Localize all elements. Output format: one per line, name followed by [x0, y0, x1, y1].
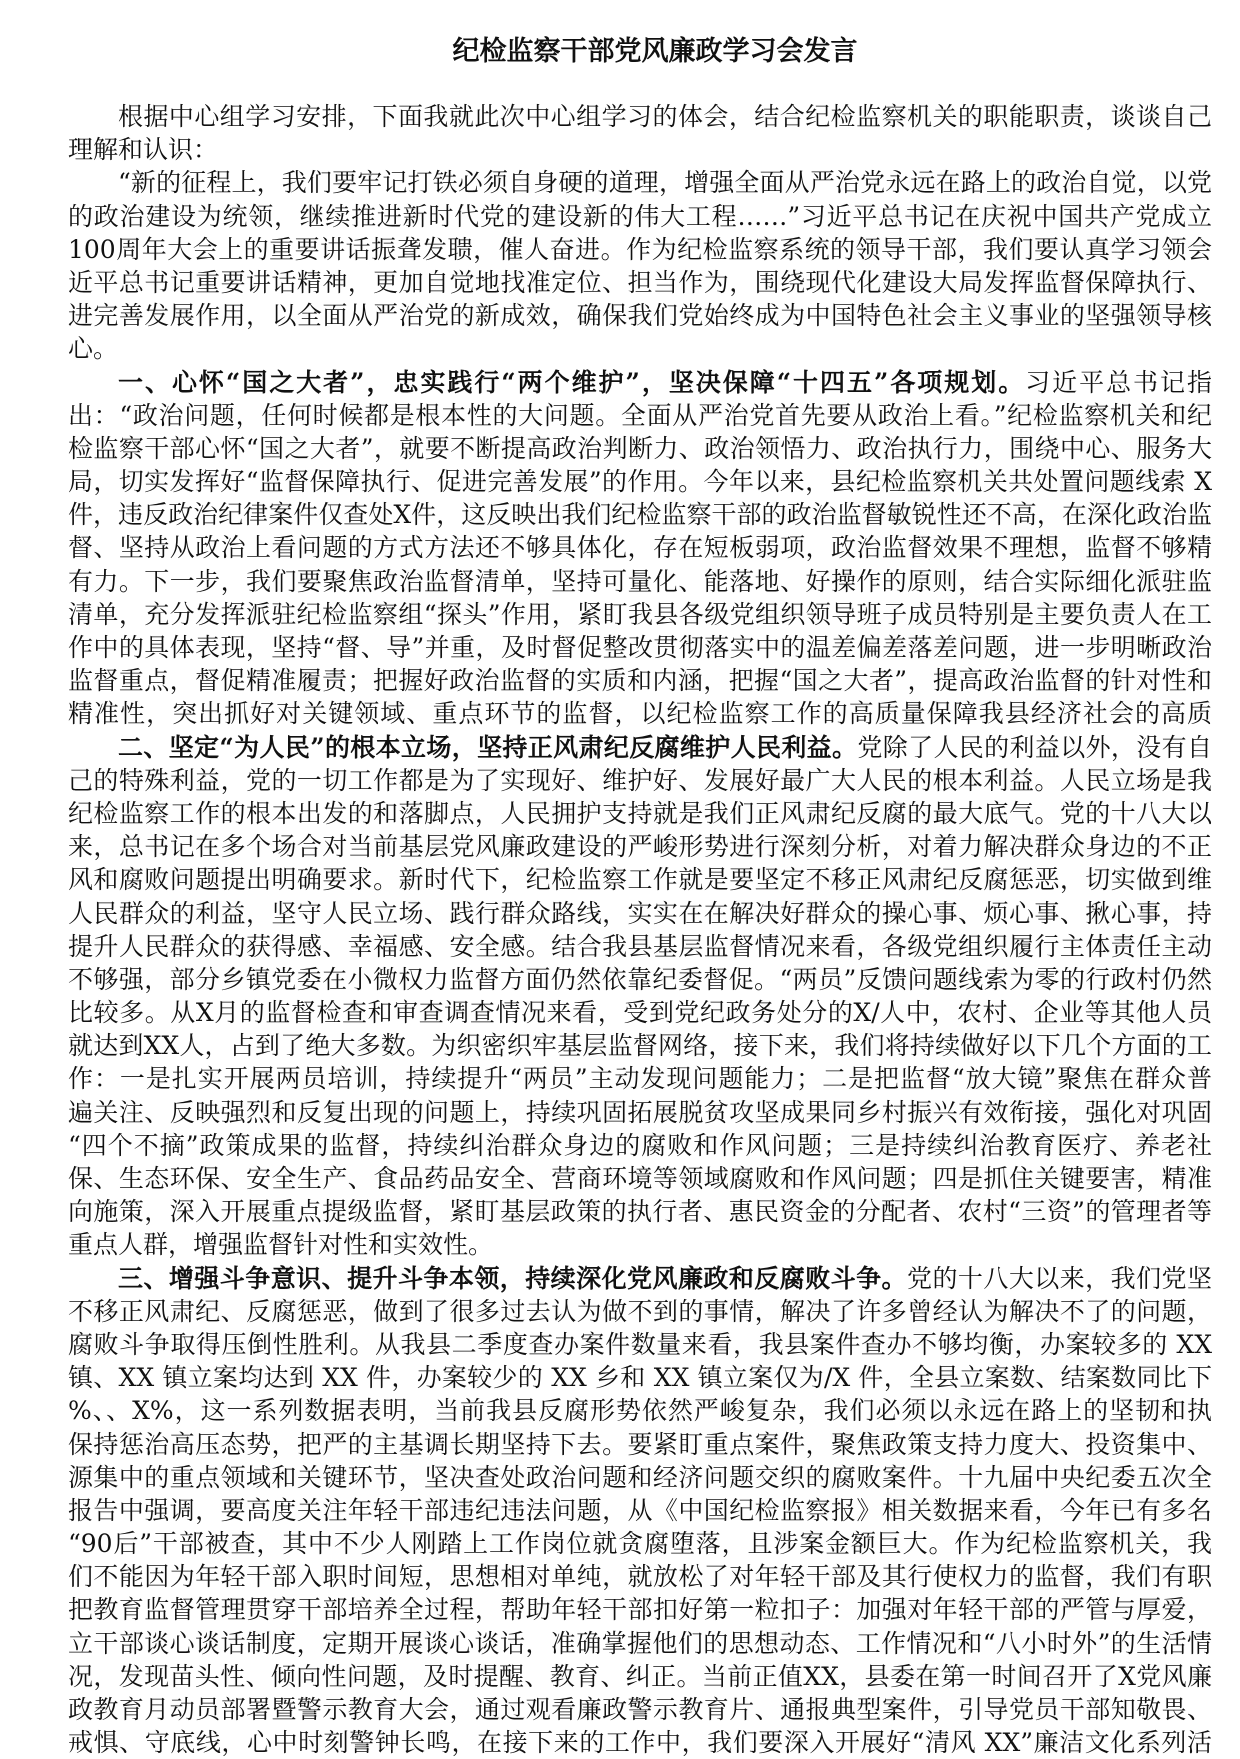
line-text: 精准性，突出抓好对关键领域、重点环节的监督，以纪检监察工作的高质量保障我县经济社会的高质 [68, 699, 1212, 729]
line-text: 源集中的重点领域和关键环节，坚决查处政治问题和经济问题交织的腐败案件。十九届中央纪委五次全 [68, 1462, 1212, 1492]
text-line [68, 1461, 1212, 1494]
text-line [68, 897, 1212, 930]
line-text: 来，总书记在多个场合对当前基层党风廉政建设的严峻形势进行深刻分析，对着力解决群众身边的不正 [68, 832, 1212, 862]
text-line [68, 200, 1212, 233]
paragraph [68, 1262, 1212, 1759]
section-heading: 三、增强斗争意识、提升斗争本领，持续深化党风廉政和反腐败斗争。 [118, 1263, 908, 1293]
line-text: “90后”干部被查，其中不少人刚踏上工作岗位就贪腐堕落，且涉案金额巨大。作为纪检监察机关，我 [68, 1529, 1212, 1559]
text-line [68, 498, 1212, 531]
section-heading: 一、心怀“国之大者”，忠实践行“两个维护”，坚决保障“十四五”各项规划。 [118, 367, 1026, 397]
text-line [68, 1428, 1212, 1461]
text-line [68, 863, 1212, 896]
text-line [68, 531, 1212, 564]
line-text: 有力。下一步，我们要聚焦政治监督清单，坚持可量化、能落地、好操作的原则，结合实际细化派驻监 [68, 566, 1212, 596]
line-text: 况，发现苗头性、倾向性问题，及时提醒、教育、纠正。当前正值XX，县委在第一时间召开了X党风廉 [68, 1661, 1212, 1691]
text-line [68, 1361, 1212, 1394]
text-line [68, 797, 1212, 830]
text-line [68, 332, 1212, 365]
text-line [68, 1262, 1212, 1295]
text-line [68, 1394, 1212, 1427]
paragraph [68, 100, 1212, 166]
line-text: 监督重点，督促精准履责；把握好政治监督的实质和内涵，把握“国之大者”，提高政治监督的针对性和 [68, 666, 1212, 696]
line-text: 镇、XX 镇立案均达到 XX 件，办案较少的 XX 乡和 XX 镇立案仅为/X 件，全县立案数、结案数同比下 [68, 1363, 1212, 1393]
text-line [68, 1527, 1212, 1560]
text-line [68, 299, 1212, 332]
paragraph [68, 366, 1212, 731]
line-text: 进完善发展作用，以全面从严治党的新成效，确保我们党始终成为中国特色社会主义事业的坚强领导核 [68, 301, 1212, 331]
line-text: 理解和认识： [68, 135, 219, 165]
line-text: 向施策，深入开展重点提级监督，紧盯基层政策的执行者、惠民资金的分配者、农村“三资”的管理者等 [68, 1197, 1212, 1227]
line-text: 重点人群，增强监督针对性和实效性。 [68, 1230, 494, 1260]
line-text: 立干部谈心谈话制度，定期开展谈心谈话，准确掌握他们的思想动态、工作情况和“八小时外”的生活情 [68, 1628, 1212, 1658]
text-line [68, 1726, 1212, 1759]
text-line [68, 1096, 1212, 1129]
line-text: 近平总书记重要讲话精神，更加自觉地找准定位、担当作为，围绕现代化建设大局发挥监督保障执行、 [68, 267, 1212, 297]
text-line [68, 1593, 1212, 1626]
paragraph [68, 731, 1212, 1262]
line-text: 风和腐败问题提出明确要求。新时代下，纪检监察工作就是要坚定不移正风肃纪反腐惩恶，切实做到维 [68, 865, 1212, 895]
text-line [68, 1129, 1212, 1162]
text-line [68, 1560, 1212, 1593]
line-text: 督、坚持从政治上看问题的方式方法还不够具体化，存在短板弱项，政治监督效果不理想，监督不够精 [68, 533, 1212, 563]
text-line [68, 697, 1212, 730]
text-line [68, 996, 1212, 1029]
text-line [68, 830, 1212, 863]
text-line [68, 1029, 1212, 1062]
text-line [68, 1195, 1212, 1228]
line-text: 人民群众的利益，坚守人民立场、践行群众路线，实实在在解决好群众的操心事、烦心事、揪心事，持 [68, 898, 1212, 928]
document-body [68, 100, 1212, 1759]
text-line [68, 1295, 1212, 1328]
line-text: 的政治建设为统领，继续推进新时代党的建设新的伟大工程……”习近平总书记在庆祝中国共产党成立 [68, 201, 1212, 231]
text-line [68, 963, 1212, 996]
line-text: 就达到XX人，占到了绝大多数。为织密织牢基层监督网络，接下来，我们将持续做好以下几个方面的工 [68, 1031, 1212, 1061]
line-text: 党的十八大以来，我们党坚 [907, 1263, 1212, 1293]
line-text: 根据中心组学习安排，下面我就此次中心组学习的体会，结合纪检监察机关的职能职责，谈谈自己 [118, 102, 1212, 131]
line-text: 不够强，部分乡镇党委在小微权力监督方面仍然依靠纪委督促。“两员”反馈问题线索为零的行政村仍然 [68, 964, 1212, 994]
text-line [68, 399, 1212, 432]
line-text: 遍关注、反映强烈和反复出现的问题上，持续巩固拓展脱贫攻坚成果同乡村振兴有效衔接，强化对巩固 [68, 1097, 1212, 1127]
line-text: 清单，充分发挥派驻纪检监察组“探头”作用，紧盯我县各级党组织领导班子成员特别是主要负责人在工 [68, 599, 1212, 629]
document-title: 纪检监察干部党风廉政学习会发言 [452, 36, 858, 67]
line-text: “新的征程上，我们要牢记打铁必须自身硬的道理，增强全面从严治党永远在路上的政治自觉，以党 [118, 168, 1212, 198]
text-line [68, 598, 1212, 631]
text-line [68, 764, 1212, 797]
line-text: 党除了人民的利益以外，没有自 [857, 732, 1212, 762]
paragraph [68, 166, 1212, 365]
line-text: 局，切实发挥好“监督保障执行、促进完善发展”的作用。今年以来，县纪检监察机关共处置问题线索 X [68, 467, 1212, 497]
line-text: 件，违反政治纪律案件仅查处X件，这反映出我们纪检监察干部的政治监督敏锐性还不高，在深化政治监 [68, 500, 1212, 530]
line-text: 习近平总书记指 [1025, 367, 1212, 397]
line-text: 出：“政治问题，任何时候都是根本性的大问题。全面从严治党首先要从政治上看。”纪检监察机关和纪 [68, 400, 1212, 430]
text-line [68, 465, 1212, 498]
text-line [68, 1693, 1212, 1726]
line-text: 作中的具体表现，坚持“督、导”并重，及时督促整改贯彻落实中的温差偏差落差问题，进一步明晰政治 [68, 633, 1212, 662]
text-line [68, 664, 1212, 697]
text-line [68, 1494, 1212, 1527]
text-line [68, 631, 1212, 664]
line-text: 政教育月动员部署暨警示教育大会，通过观看廉政警示教育片、通报典型案件，引导党员干部知敬畏、 [68, 1695, 1212, 1724]
text-line [68, 233, 1212, 266]
text-line [68, 1062, 1212, 1095]
text-line [68, 930, 1212, 963]
line-text: 不移正风肃纪、反腐惩恶，做到了很多过去认为做不到的事情，解决了许多曾经认为解决不了的问题， [68, 1296, 1212, 1326]
line-text: 检监察干部心怀“国之大者”，就要不断提高政治判断力、政治领悟力、政治执行力，围绕中心、服务大 [68, 433, 1212, 463]
line-text: 纪检监察工作的根本出发的和落脚点，人民拥护支持就是我们正风肃纪反腐的最大底气。党的十八大以 [68, 798, 1212, 828]
text-line [68, 432, 1212, 465]
line-text: 保持惩治高压态势，把严的主基调长期坚持下去。要紧盯重点案件，聚焦政策支持力度大、投资集中、 [68, 1429, 1212, 1459]
text-line [68, 565, 1212, 598]
line-text: 们不能因为年轻干部入职时间短，思想相对单纯，就放松了对年轻干部及其行使权力的监督，我们有职 [68, 1562, 1212, 1592]
text-line [68, 731, 1212, 764]
text-line [68, 1228, 1212, 1261]
line-text: 保、生态环保、安全生产、食品药品安全、营商环境等领域腐败和作风问题；四是抓住关键要害，精准 [68, 1164, 1212, 1193]
line-text: 100周年大会上的重要讲话振聋发聩，催人奋进。作为纪检监察系统的领导干部，我们要认真学习领会 [68, 234, 1212, 264]
text-line [68, 1627, 1212, 1660]
line-text: 报告中强调，要高度关注年轻干部违纪违法问题，从《中国纪检监察报》相关数据来看，今年已有多名 [68, 1495, 1212, 1525]
line-text: 己的特殊利益，党的一切工作都是为了实现好、维护好、发展好最广大人民的根本利益。人民立场是我 [68, 765, 1212, 795]
line-text: 心。 [68, 334, 119, 364]
line-text: “四个不摘”政策成果的监督，持续纠治群众身边的腐败和作风问题；三是持续纠治教育医疗、养老社 [68, 1130, 1212, 1160]
text-line [68, 1162, 1212, 1195]
text-line [68, 266, 1212, 299]
line-text: 腐败斗争取得压倒性胜利。从我县二季度查办案件数量来看，我县案件查办不够均衡，办案较多的 XX [68, 1329, 1212, 1359]
line-text: 作：一是扎实开展两员培训，持续提升“两员”主动发现问题能力；二是把监督“放大镜”聚焦在群众普 [68, 1064, 1212, 1094]
text-line [68, 1660, 1212, 1693]
line-text: 把教育监督管理贯穿干部培养全过程，帮助年轻干部扣好第一粒扣子：加强对年轻干部的严管与厚爱， [68, 1595, 1212, 1625]
text-line [68, 1328, 1212, 1361]
line-text: 比较多。从X月的监督检查和审查调查情况来看，受到党纪政务处分的X/人中，农村、企业等其他人员 [68, 998, 1212, 1028]
text-line [68, 100, 1212, 133]
line-text: 戒惧、守底线，心中时刻警钟长鸣，在接下来的工作中，我们要深入开展好“清风 XX”廉洁文化系列活 [68, 1728, 1212, 1758]
line-text: 提升人民群众的获得感、幸福感、安全感。结合我县基层监督情况来看，各级党组织履行主体责任主动 [68, 931, 1212, 961]
text-line [68, 166, 1212, 199]
text-line [68, 133, 1212, 166]
section-heading: 二、坚定“为人民”的根本立场，坚持正风肃纪反腐维护人民利益。 [118, 732, 858, 762]
text-line [68, 366, 1212, 399]
line-text: %、、X%，这一系列数据表明，当前我县反腐形势依然严峻复杂，我们必须以永远在路上的坚韧和执 [68, 1396, 1212, 1426]
